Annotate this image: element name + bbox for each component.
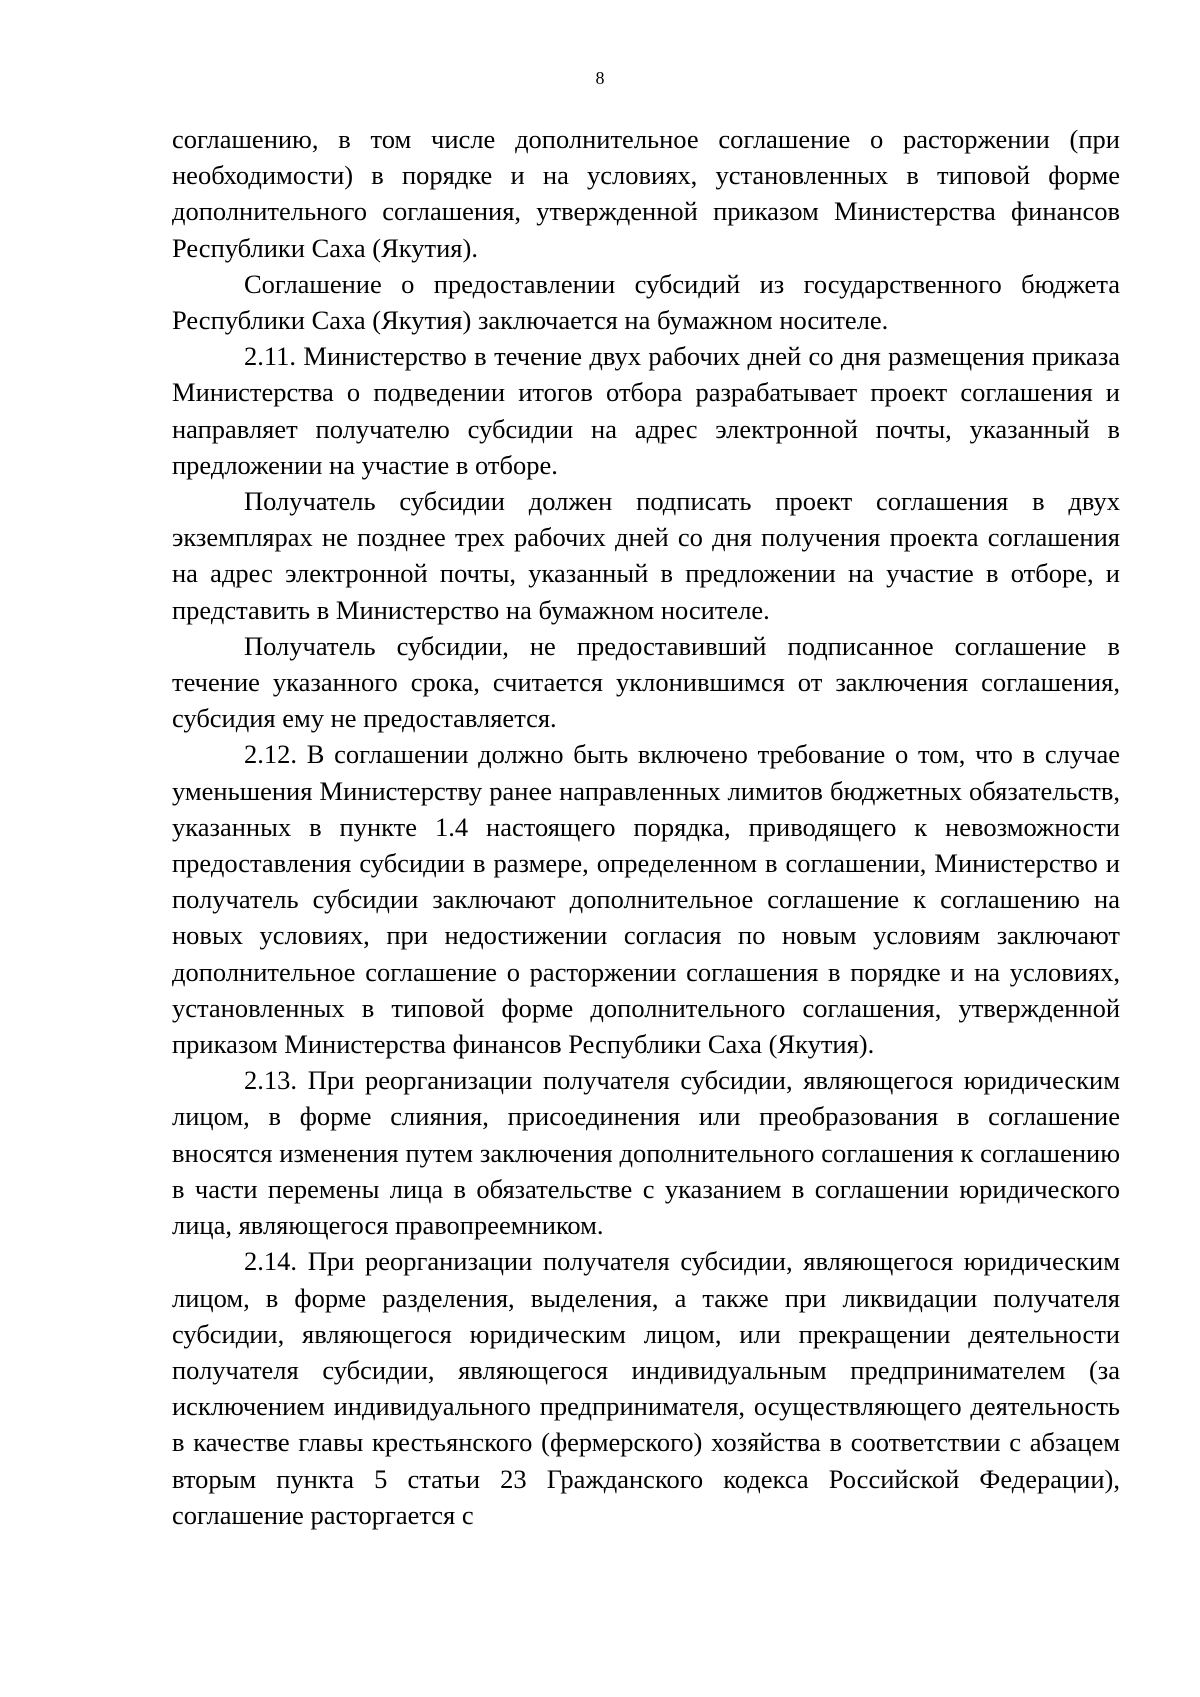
- paragraph-continuation: соглашению, в том числе дополнительное соглашение о расторжении (при необходимости) в порядке и на условиях, установленных в типовой форме дополнительного соглашения, утвержденной приказом Министерства финансов Республики Саха (Якутия).: [172, 124, 1120, 263]
- paragraph-recipient-evading: Получатель субсидии, не предоставивший подписанное соглашение в течение указанного срока, считается уклонившимся от заключения соглашения, субсидия ему не предоставляется.: [172, 630, 1120, 734]
- paragraph-recipient-signing: Получатель субсидии должен подписать проект соглашения в двух экземплярах не позднее трех рабочих дней со дня получения проекта соглашения на адрес электронной почты, указанный в предложении на участие в отборе, и представить в Министерство на бумажном носителе.: [172, 486, 1120, 625]
- paragraph-2-12: 2.12. В соглашении должно быть включено требование о том, что в случае уменьшения Министерству ранее направленных лимитов бюджетных обязательств, указанных в пункте 1.4 настоящего порядка, приводящего к невозможности предоставления субсидии в размере, определенном в соглашении, Министерство и получатель субсидии заключают дополнительное соглашение к соглашению на новых условиях, при недостижении согласия по новым условиям заключают дополнительное соглашение о расторжении соглашения в порядке и на условиях, установленных в типовой форме дополнительного соглашения, утвержденной приказом Министерства финансов Республики Саха (Якутия).: [172, 739, 1120, 1060]
- paragraph-2-14: 2.14. При реорганизации получателя субсидии, являющегося юридическим лицом, в форме разделения, выделения, а также при ликвидации получателя субсидии, являющегося юридическим лицом, или прекращении деятельности получателя субсидии, являющегося индивидуальным предпринимателем (за исключением индивидуального предпринимателя, осуществляющего деятельность в качестве главы крестьянского (фермерского) хозяйства в соответствии с абзацем вторым пункта 5 статьи 23 Гражданского кодекса Российской Федерации), соглашение расторгается с: [172, 1246, 1120, 1530]
- paragraph-2-13: 2.13. При реорганизации получателя субсидии, являющегося юридическим лицом, в форме слияния, присоединения или преобразования в соглашение вносятся изменения путем заключения дополнительного соглашения к соглашению в части перемены лица в обязательстве с указанием в соглашении юридического лица, являющегося правопреемником.: [172, 1065, 1120, 1241]
- document-body: [172, 121, 1120, 1533]
- paragraph-2-11: 2.11. Министерство в течение двух рабочих дней со дня размещения приказа Министерства о подведении итогов отбора разрабатывает проект соглашения и направляет получателю субсидии на адрес электронной почты, указанный в предложении на участие в отборе.: [172, 341, 1120, 480]
- paragraph-agreement-paper: Соглашение о предоставлении субсидий из государственного бюджета Республики Саха (Якутия) заключается на бумажном носителе.: [172, 268, 1120, 336]
- page-number: 8: [595, 68, 605, 88]
